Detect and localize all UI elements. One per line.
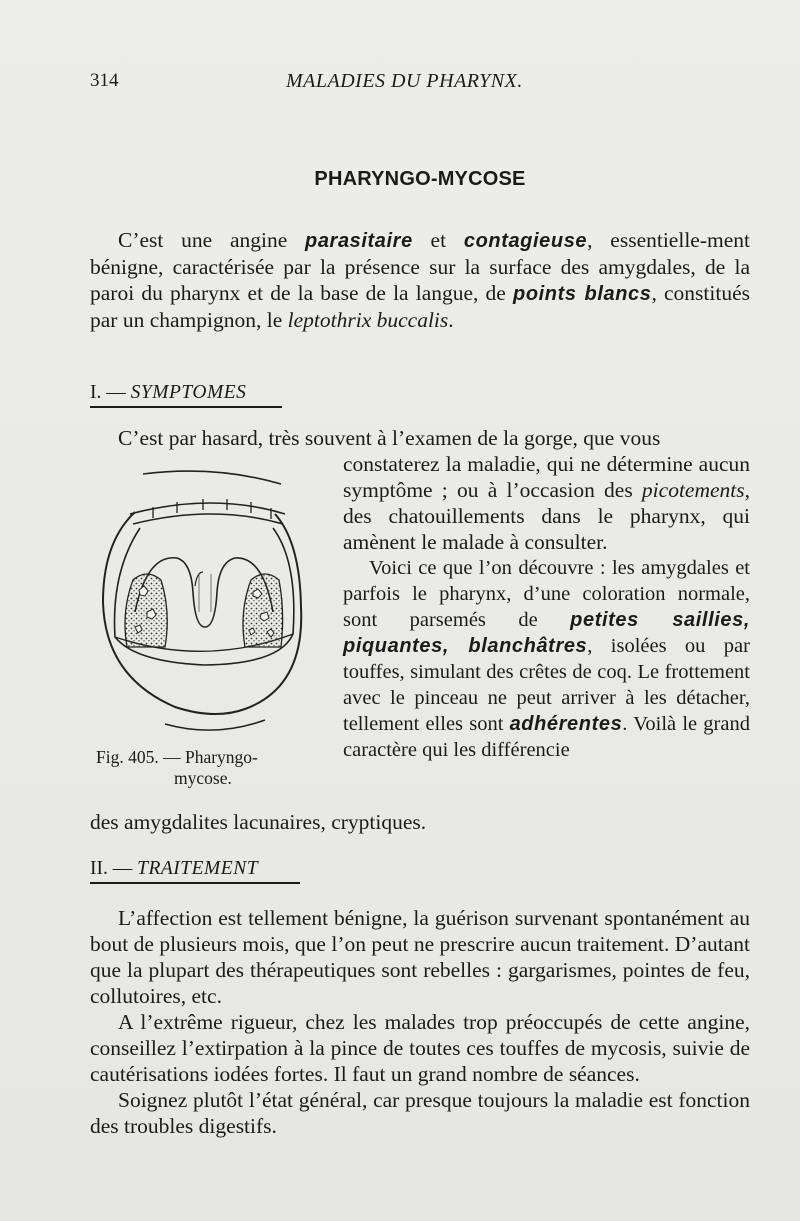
intro-paragraph: C’est une angine parasitaire et contagieuse, essentielle-ment bénigne, caractérisée par la présence sur la surface des amygdales, de la paroi du pharynx et de la base de la langue, de points blancs, constitués par un champignon, le leptothrix buccalis. [90,228,750,332]
section-heading-symptomes: I. — SYMPTOMES [90,382,282,408]
emphasis-adherentes: adhérentes [509,713,623,735]
figure-caption: Fig. 405. — Pharyngo- mycose. [96,747,258,788]
treatment-section [90,905,750,1139]
symptoms-paragraph-1: constaterez la maladie, qui ne détermine aucun symptôme ; ou à l’occasion des picotements, des chatouillements dans le pharynx, qui amènent le malade à consulter. [343,452,750,554]
symptoms-first-line: C’est par hasard, très souvent à l’examen de la gorge, que vous [118,426,661,450]
section-heading-traitement: II. — TRAITEMENT [90,858,300,884]
pharyngo-mycose-illustration [95,462,330,752]
treatment-paragraph-2: A l’extrême rigueur, chez les malades trop préoccupés de cette angine, conseillez l’extirpation à la pince de toutes ces touffes de mycosis, suivie de cautérisations iodées fortes. Il faut un grand nombre de séances. [90,1010,750,1086]
emphasis-points-blancs: points blancs [513,283,652,305]
symptoms-column [343,451,750,763]
chapter-title: PHARYNGO-MYCOSE [314,168,526,190]
page-number: 314 [90,70,119,91]
emphasis-parasitaire: parasitaire [305,230,413,252]
running-title: MALADIES DU PHARYNX. [286,70,523,92]
emphasis-petites-saillies: petites saillies, piquantes, blanchâtres [343,609,750,657]
running-head [90,70,750,100]
treatment-paragraph-1: L’affection est tellement bénigne, la guérison survenant spontanément au bout de plusieurs mois, que l’on peut ne prescrire aucun traitement. D’autant que la plupart des thérapeutiques sont rebelles : gargarismes, pointes de feu, collutoires, etc. [90,906,750,1008]
treatment-paragraph-3: Soignez plutôt l’état général, car presque toujours la maladie est fonction des troubles digestifs. [90,1088,750,1138]
emphasis-contagieuse: contagieuse [463,230,588,252]
symptoms-paragraph-2: Voici ce que l’on découvre : les amygdales et parfois le pharynx, d’une coloration normale, sont parsemés de petites saillies, piquantes, blanchâtres, isolées ou par touffes, simulant des crêtes de coq. Le frottement avec le pinceau ne peut arriver à les détacher, tellement elles sont adhérentes. Voilà le grand caractère qui les différencie [343,557,750,761]
symptoms-last-line: des amygdalites lacunaires, cryptiques. [90,810,427,834]
term-leptothrix: leptothrix buccalis [287,308,449,332]
